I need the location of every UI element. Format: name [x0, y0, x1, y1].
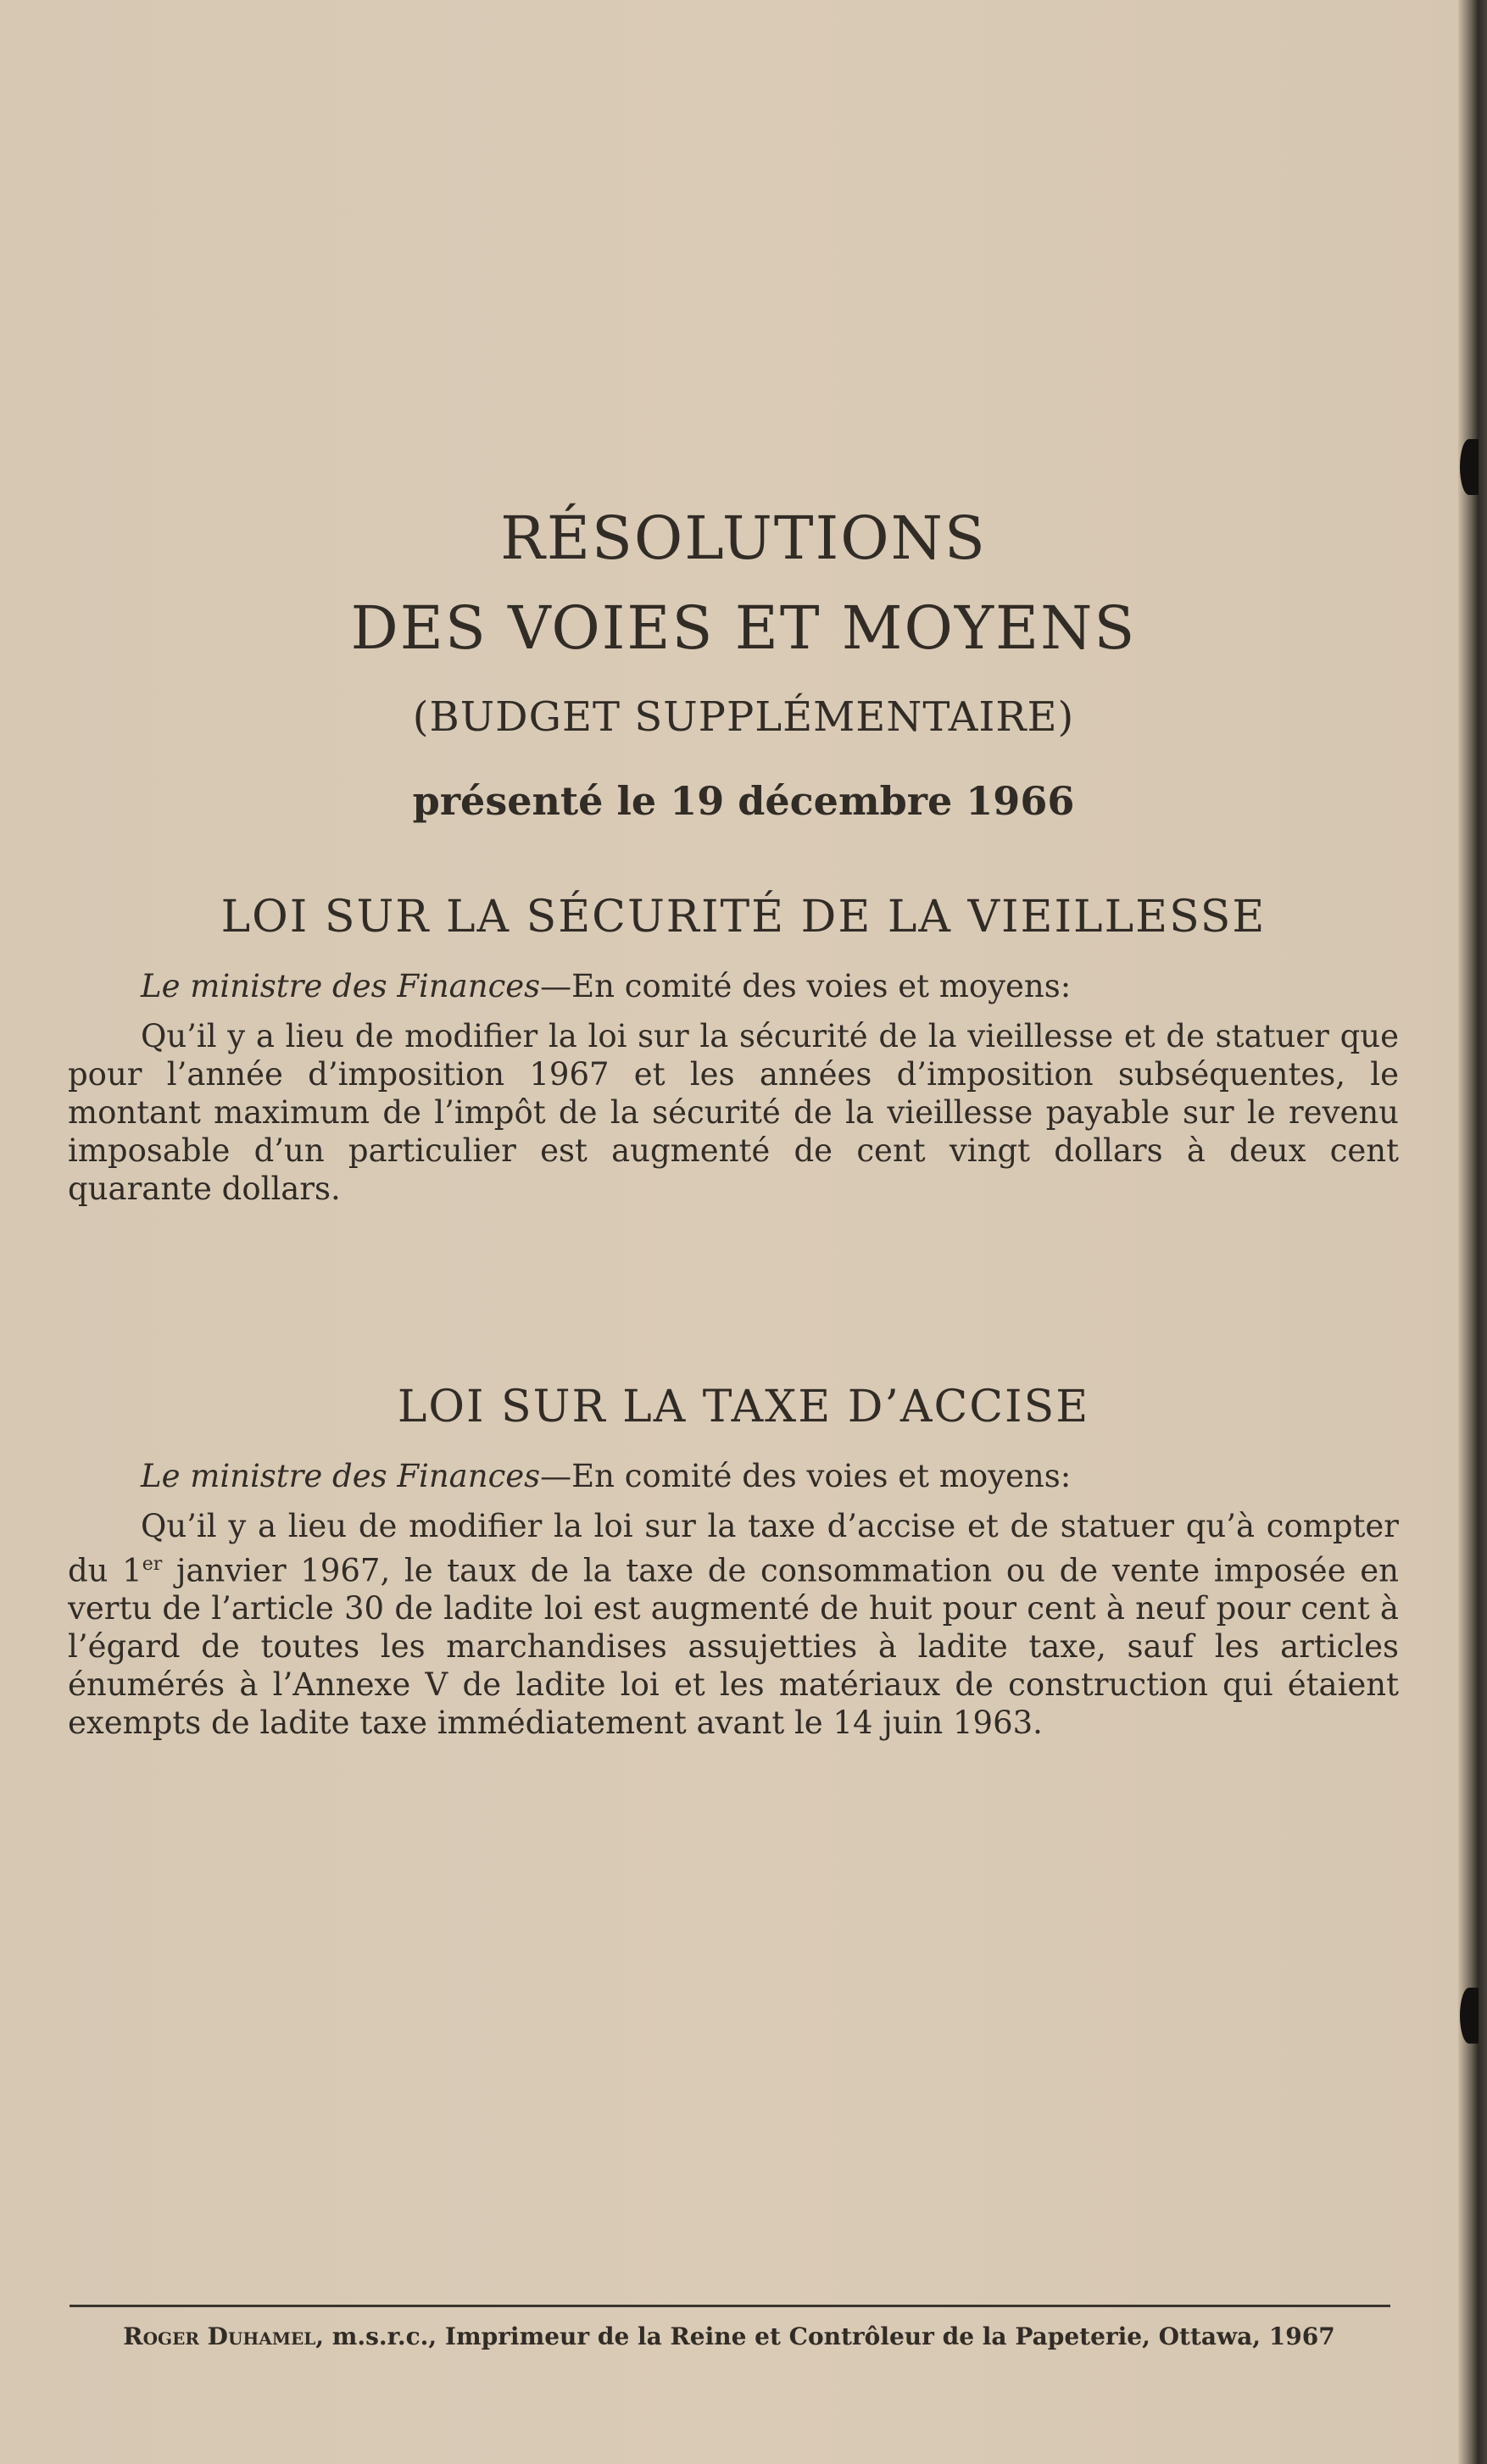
- committee-label: —En comité des voies et moyens:: [540, 968, 1072, 1004]
- minister-label: Le ministre des Finances: [141, 968, 541, 1004]
- section-heading-old-age-security: LOI SUR LA SÉCURITÉ DE LA VIEILLESSE: [220, 892, 1267, 943]
- printer-name: Roger Duhamel: [123, 2322, 316, 2350]
- date-line: présenté le 19 décembre 1966: [412, 778, 1075, 824]
- body-text-part-1: Qu’il y a lieu de modifier la loi sur la taxe d’accise et de statuer qu’à compter du 1: [68, 1508, 1399, 1589]
- subtitle: (BUDGET SUPPLÉMENTAIRE): [412, 693, 1075, 741]
- section-intro: [141, 1458, 1071, 1494]
- binding-edge: [1458, 0, 1487, 2464]
- section-body: Qu’il y a lieu de modifier la loi sur la sécurité de la vieillesse et de statuer que pour l’année d’imposition 1967 et les années d’imposition subséquentes, le montant maximum de l’impôt de la sécurité de la vieillesse payable sur le revenu imposable d’un particulier est augmenté de cent vingt dollars à deux cent quarante dollars.: [68, 1018, 1399, 1207]
- printer-footer: [0, 2322, 1458, 2350]
- title-line-2: DES VOIES ET MOYENS: [350, 593, 1137, 663]
- committee-label: —En comité des voies et moyens:: [540, 1458, 1072, 1494]
- minister-label: Le ministre des Finances: [141, 1458, 541, 1494]
- section-heading-excise-tax: LOI SUR LA TAXE D’ACCISE: [397, 1382, 1090, 1432]
- printer-details: , m.s.r.c., Imprimeur de la Reine et Contrôleur de la Papeterie, Ottawa, 1967: [315, 2322, 1335, 2350]
- punch-hole-top: [1460, 439, 1479, 495]
- punch-hole-bottom: [1460, 1988, 1479, 2044]
- title-line-1: RÉSOLUTIONS: [500, 503, 987, 573]
- section-body: [68, 1507, 1399, 1742]
- footer-rule: [70, 2305, 1390, 2307]
- body-text-part-2: janvier 1967, le taux de la taxe de consommation ou de vente imposée en vertu de l’article 30 de ladite loi est augmenté de huit pour cent à neuf pour cent à l’égard de toutes les marchandises assujetties à ladite taxe, sauf les articles énumérés à l’Annexe V de ladite loi et les matériaux de construction qui étaient exempts de ladite taxe immédiatement avant le 14 juin 1963.: [68, 1552, 1399, 1742]
- body-superscript: er: [142, 1554, 163, 1575]
- section-intro: [141, 968, 1071, 1004]
